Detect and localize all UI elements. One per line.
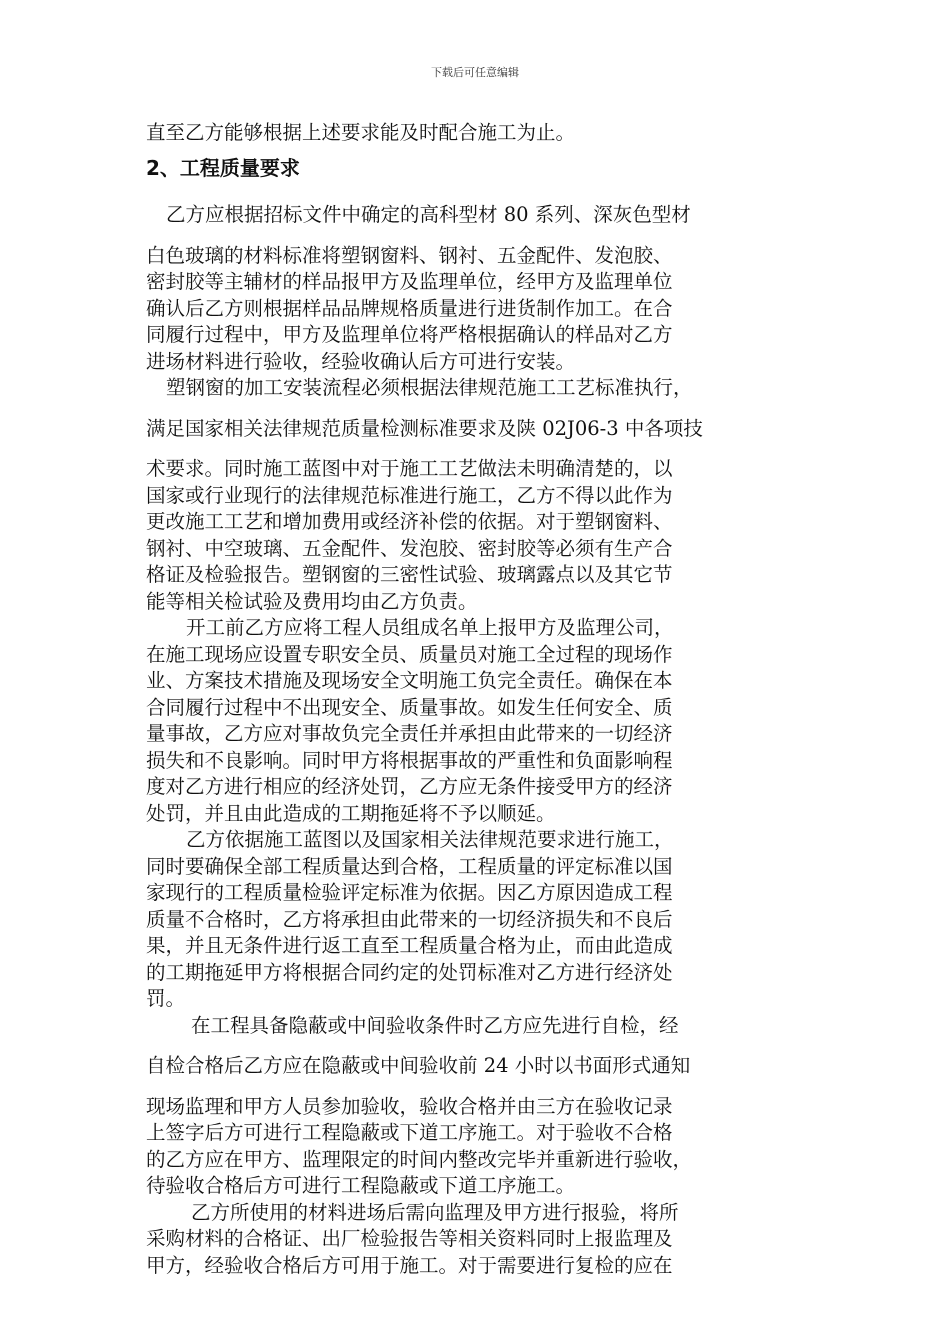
text-line: 家现行的工程质量检验评定标准为依据。因乙方原因造成工程 <box>146 881 673 904</box>
text-line: 果，并且无条件进行返工直至工程质量合格为止，而由此造成 <box>146 934 673 957</box>
document-body <box>146 120 806 1279</box>
text-line: 甲方，经验收合格后方可用于施工。对于需要进行复检的应在 <box>146 1253 673 1277</box>
text-line: 能等相关检试验及费用均由乙方负责。 <box>146 589 478 613</box>
text-line: 同履行过程中，甲方及监理单位将严格根据确认的样品对乙方 <box>146 323 673 346</box>
page-header: 下载后可任意编辑 <box>431 66 519 79</box>
paragraph-first-line: 塑钢窗的加工安装流程必须根据法律规范施工工艺标准执行， <box>166 376 693 399</box>
text-line: 在施工现场应设置专职安全员、质量员对施工全过程的现场作 <box>146 642 673 666</box>
text-line: 密封胶等主辅材的样品报甲方及监理单位，经甲方及监理单位 <box>146 270 673 293</box>
text-line: 损失和不良影响。同时甲方将根据事故的严重性和负面影响程 <box>146 748 673 772</box>
text-line: 直至乙方能够根据上述要求能及时配合施工为止。 <box>146 121 576 144</box>
text-line: 国家或行业现行的法律规范标准进行施工，乙方不得以此作为 <box>146 483 673 507</box>
text-line: 罚。 <box>146 987 186 1010</box>
text-line: 钢衬、中空玻璃、五金配件、发泡胶、密封胶等必须有生产合 <box>146 536 673 560</box>
text-line: 的乙方应在甲方、监理限定的时间内整改完毕并重新进行验收， <box>146 1147 693 1171</box>
text-line: 业、方案技术措施及现场安全文明施工负完全责任。确保在本 <box>146 669 673 692</box>
text-line: 白色玻璃的材料标准将塑钢窗料、钢衬、五金配件、发泡胶、 <box>146 243 673 267</box>
text-line: 同时要确保全部工程质量达到合格，工程质量的评定标准以国 <box>146 854 673 878</box>
text-line: 自检合格后乙方应在隐蔽或中间验收前 24 小时以书面形式通知 <box>146 1054 691 1077</box>
text-line: 待验收合格后方可进行工程隐蔽或下道工序施工。 <box>146 1174 576 1197</box>
text-line: 质量不合格时，乙方将承担由此带来的一切经济损失和不良后 <box>146 907 673 931</box>
text-line: 确认后乙方则根据样品品牌规格质量进行进货制作加工。在合 <box>146 296 673 320</box>
text-line: 合同履行过程中不出现安全、质量事故。如发生任何安全、质 <box>146 695 673 719</box>
text-line: 上签字后方可进行工程隐蔽或下道工序施工。对于验收不合格 <box>146 1121 673 1144</box>
paragraph-first-line: 开工前乙方应将工程人员组成名单上报甲方及监理公司， <box>186 616 674 639</box>
text-line: 的工期拖延甲方将根据合同约定的处罚标准对乙方进行经济处 <box>146 960 673 984</box>
text-line: 度对乙方进行相应的经济处罚，乙方应无条件接受甲方的经济 <box>146 775 673 798</box>
paragraph-first-line: 乙方所使用的材料进场后需向监理及甲方进行报验，将所 <box>191 1200 679 1224</box>
text-line: 满足国家相关法律规范质量检测标准要求及陕 02J06-3 中各项技 <box>146 416 703 440</box>
text-line: 处罚，并且由此造成的工期拖延将不予以顺延。 <box>146 801 556 825</box>
paragraph-first-line: 乙方应根据招标文件中确定的高科型材 80 系列、深灰色型材 <box>166 203 691 226</box>
section-heading: 2、工程质量要求 <box>146 155 300 180</box>
text-line: 量事故，乙方应对事故负完全责任并承担由此带来的一切经济 <box>146 722 673 745</box>
paragraph-first-line: 在工程具备隐蔽或中间验收条件时乙方应先进行自检，经 <box>191 1013 679 1037</box>
text-line: 格证及检验报告。塑钢窗的三密性试验、玻璃露点以及其它节 <box>146 563 673 586</box>
text-line: 现场监理和甲方人员参加验收，验收合格并由三方在验收记录 <box>146 1094 673 1118</box>
text-line: 术要求。同时施工蓝图中对于施工工艺做法未明确清楚的，以 <box>146 457 673 480</box>
text-line: 更改施工工艺和增加费用或经济补偿的依据。对于塑钢窗料、 <box>146 510 673 533</box>
text-line: 采购材料的合格证、出厂检验报告等相关资料同时上报监理及 <box>146 1227 673 1250</box>
text-line: 进场材料进行验收，经验收确认后方可进行安装。 <box>146 349 576 373</box>
paragraph-first-line: 乙方依据施工蓝图以及国家相关法律规范要求进行施工， <box>186 828 674 851</box>
